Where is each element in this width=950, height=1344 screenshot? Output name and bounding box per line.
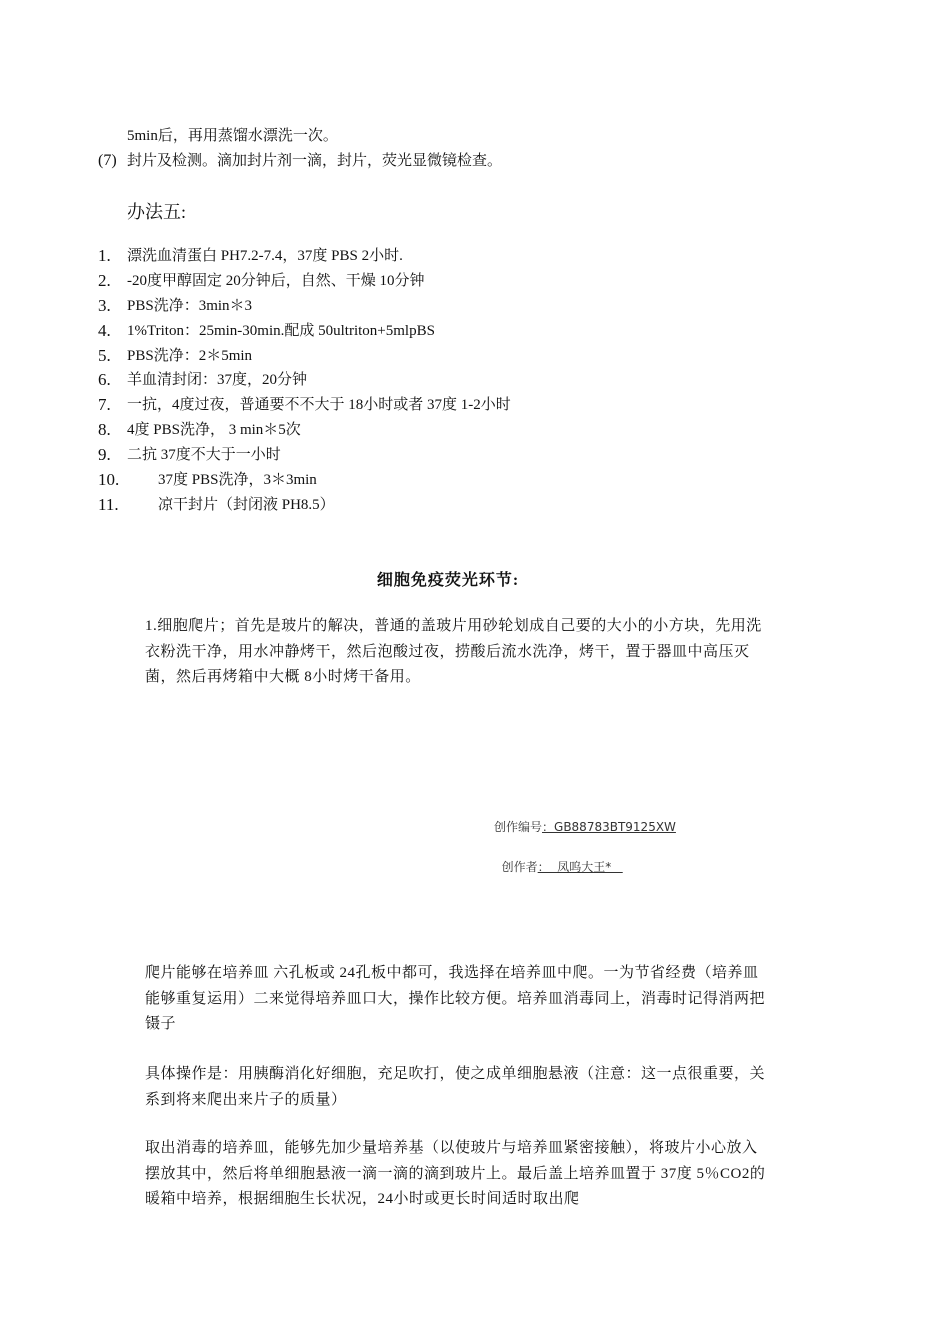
step-number: 2. [98, 271, 111, 290]
paragraph-incubation: 取出消毒的培养皿，能够先加少量培养基（以使玻片与培养皿紧密接触），将玻片小心放入摆放其中，然后将单细胞悬液一滴一滴的滴到玻片上。最后盖上培养皿置于 37度 5％CO2的暖箱中培养，根据细胞生长状况，24小时或更长时间适时取出爬 [145, 1140, 766, 1207]
creation-code-label: 创作编号 [494, 820, 543, 834]
step-number: 3. [98, 296, 111, 315]
step-number: 4. [98, 321, 111, 340]
step-text: PBS洗净：2＊5min [127, 348, 253, 364]
step-text: 一抗，4度过夜，普通要不不大于 18小时或者 37度 1-2小时 [127, 397, 511, 413]
step-number: 6. [98, 370, 111, 389]
continued-line: 5min后，再用蒸馏水漂洗一次。 [127, 128, 338, 144]
item-7-text: 封片及检测。滴加封片剂一滴，封片，荧光显微镜检查。 [127, 153, 503, 169]
step-text: -20度甲醇固定 20分钟后，自然、干燥 10分钟 [127, 273, 425, 289]
section-title: 细胞免疫荧光环节: [376, 572, 520, 589]
step-number: 9. [98, 445, 111, 464]
creator [494, 844, 623, 875]
paragraph-cell-climbing: 1.细胞爬片；首先是玻片的解决，普通的盖玻片用砂轮划成自己要的大小的小方块，先用洗衣粉洗干净，用水冲静烤干，然后泡酸过夜，捞酸后流水洗净，烤干，置于器皿中高压灭菌，然后再烤箱中大概 8小时烤干备用。 [145, 618, 762, 685]
step-text: PBS洗净：3min＊3 [127, 298, 253, 314]
step-text: 4度 PBS洗净， 3 min＊5次 [127, 422, 301, 438]
paragraph-procedure: 具体操作是：用胰酶消化好细胞，充足吹打，使之成单细胞悬液（注意：这一点很重要，关系到将来爬出来片子的质量） [145, 1066, 766, 1108]
step-number: 7. [98, 395, 111, 414]
step-number: 11. [98, 495, 119, 514]
step-text: 37度 PBS洗净，3＊3min [158, 472, 317, 488]
step-number: 8. [98, 420, 111, 439]
step-text: 1%Triton：25min-30min.配成 50ultriton+5mlpBS [127, 323, 435, 339]
step-text: 漂洗血清蛋白 PH7.2-7.4，37度 PBS 2小时. [127, 248, 403, 264]
step-number: 10. [98, 470, 120, 489]
step-text: 二抗 37度不大于一小时 [127, 447, 281, 463]
creator-label: 创作者 [501, 860, 538, 874]
method5-heading: 办法五: [127, 202, 187, 222]
step-number: 5. [98, 346, 111, 365]
creator-value: ： 凤呜大王* [537, 860, 623, 874]
step-number: 1. [98, 246, 111, 265]
creation-code-value: ：GB88783BT9125XW [542, 820, 676, 834]
item-7-number: (7) [98, 152, 117, 169]
step-text: 羊血清封闭：37度，20分钟 [127, 372, 308, 388]
paragraph-petri-dish: 爬片能够在培养皿 六孔板或 24孔板中都可，我选择在培养皿中爬。一为节省经费（培养皿能够重复运用）二来觉得培养皿口大，操作比较方便。培养皿消毒同上，消毒时记得消两把镊子 [145, 965, 766, 1032]
step-text: 凉干封片（封闭液 PH8.5） [158, 497, 335, 513]
creation-code [494, 818, 676, 835]
